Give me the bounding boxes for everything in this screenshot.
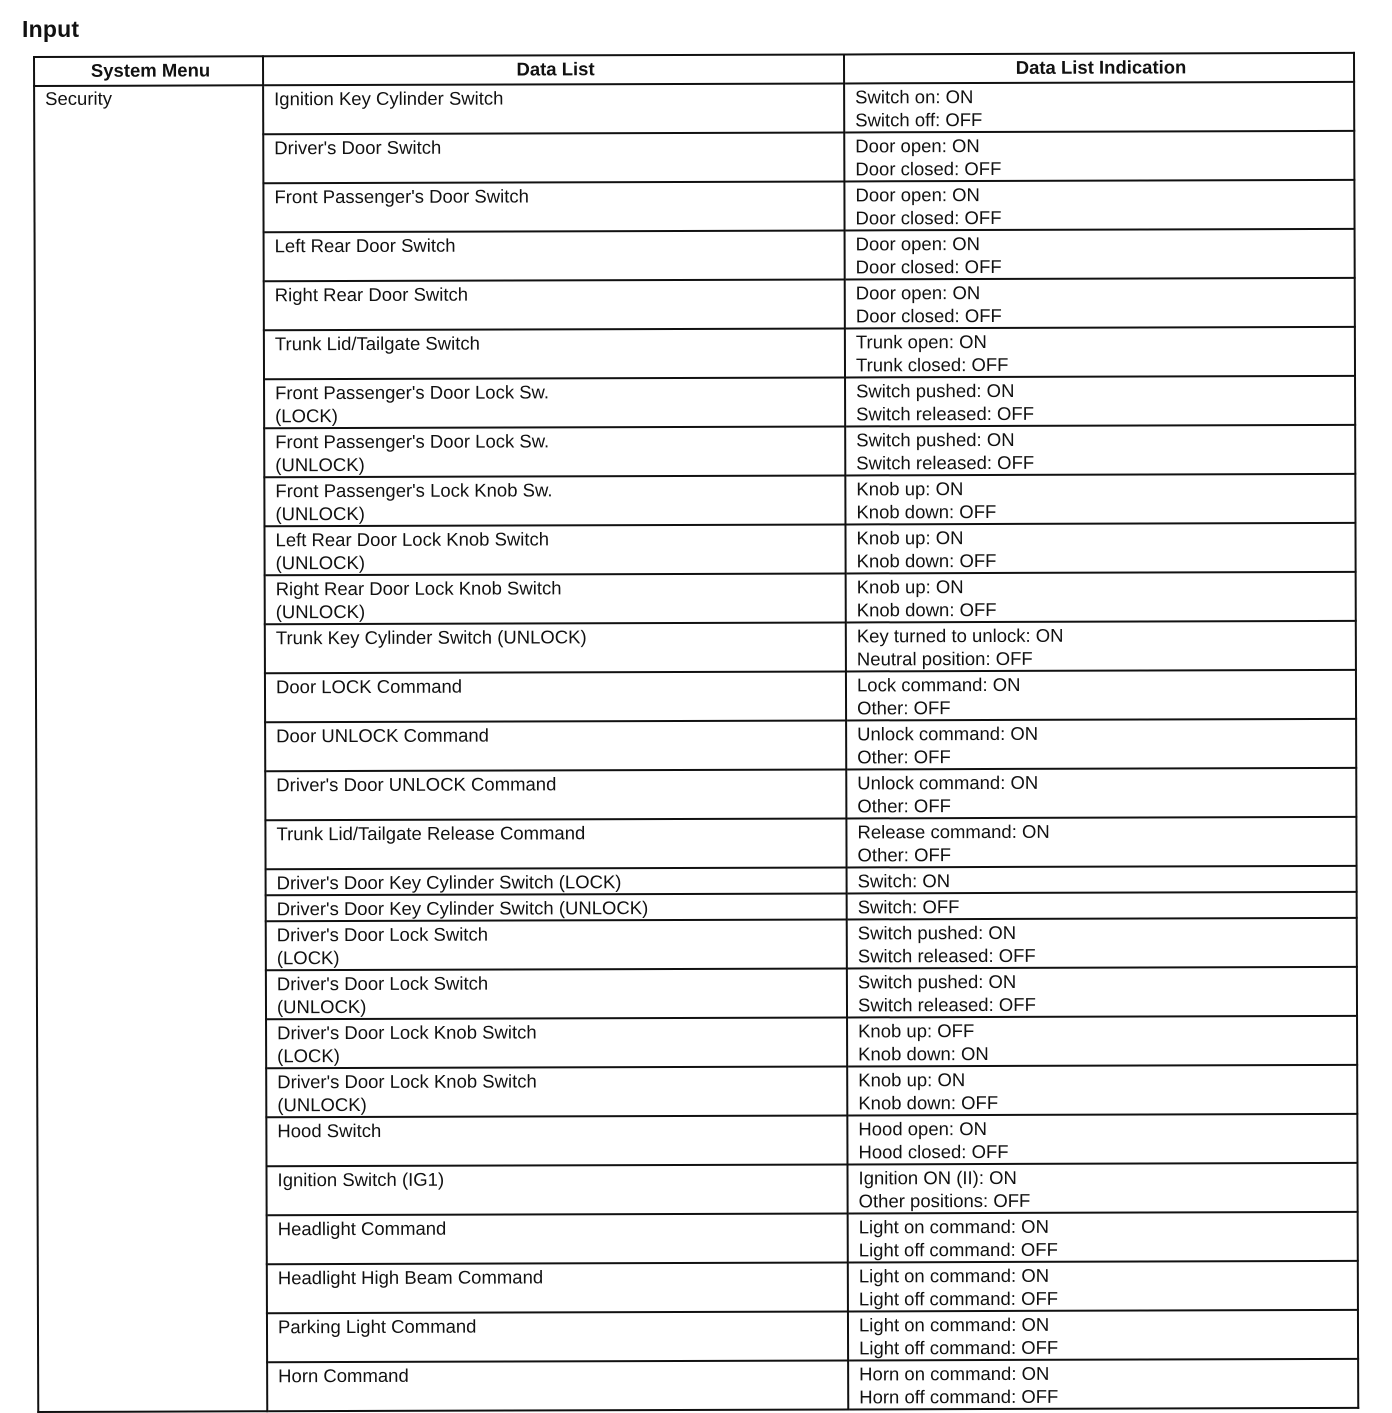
data-list-indication-cell — [847, 967, 1357, 1018]
data-list-item: Door UNLOCK Command — [276, 724, 489, 747]
table-body — [34, 82, 1358, 1412]
data-list-indication-cell — [847, 1163, 1357, 1214]
data-list-item-cell — [264, 328, 845, 379]
data-list-item: Front Passenger's Lock Knob Sw. (UNLOCK) — [275, 479, 553, 525]
data-list-indication-cell — [847, 1114, 1357, 1165]
data-list-item: Hood Switch — [277, 1119, 382, 1142]
data-list-indication: Light on command: ON Light off command: OFF — [858, 1313, 1059, 1359]
data-list-item-cell — [267, 1213, 848, 1264]
data-list-indication-cell — [844, 131, 1354, 182]
data-list-indication: Door open: ON Door closed: OFF — [855, 184, 1002, 229]
data-list-item: Headlight High Beam Command — [277, 1266, 544, 1289]
data-list-indication-cell — [848, 1359, 1358, 1410]
data-list-indication: Unlock command: ON Other: OFF — [857, 771, 1039, 817]
data-list-item: Driver's Door Key Cylinder Switch (UNLOCK) — [276, 897, 649, 920]
data-list-indication: Switch: OFF — [857, 896, 960, 918]
data-list-indication-cell — [845, 229, 1355, 280]
header-row — [34, 53, 1354, 86]
data-list-indication-cell — [845, 278, 1355, 329]
data-list-indication-cell — [846, 621, 1356, 672]
data-list-indication: Door open: ON Door closed: OFF — [855, 135, 1002, 180]
data-list-indication-cell — [848, 1212, 1358, 1263]
data-list-indication: Switch: ON — [857, 870, 951, 892]
data-list-item: Headlight Command — [277, 1217, 447, 1240]
data-list-item-cell — [264, 524, 845, 575]
data-list-item-cell — [266, 1017, 847, 1068]
data-list-indication: Hood open: ON Hood closed: OFF — [858, 1118, 1009, 1163]
table-row — [34, 82, 1354, 135]
data-list-indication: Ignition ON (II): ON Other positions: OFF — [858, 1166, 1031, 1212]
data-list-item-cell — [264, 426, 845, 477]
data-list-item-cell — [266, 919, 847, 970]
system-menu-cell — [34, 85, 267, 1412]
data-list-item-cell — [265, 769, 846, 820]
data-list-item-cell — [267, 1311, 848, 1362]
data-list-indication: Trunk open: ON Trunk closed: OFF — [855, 331, 1009, 376]
data-list-item-cell — [263, 132, 844, 183]
data-list-indication-cell — [846, 719, 1356, 770]
data-list-item-cell — [267, 1360, 848, 1411]
data-list-item-cell — [263, 181, 844, 232]
data-list-item: Driver's Door UNLOCK Command — [276, 773, 557, 796]
data-list-item: Front Passenger's Door Switch — [274, 185, 529, 208]
data-list-indication: Switch pushed: ON Switch released: OFF — [857, 921, 1036, 967]
data-list-item: Front Passenger's Door Lock Sw. (UNLOCK) — [275, 430, 550, 476]
data-list-item: Left Rear Door Lock Knob Switch (UNLOCK) — [275, 528, 550, 574]
data-list-indication: Knob up: OFF Knob down: ON — [858, 1020, 989, 1065]
data-list-indication-cell — [846, 670, 1356, 721]
data-list-indication-cell — [844, 82, 1354, 133]
data-list-item: Driver's Door Switch — [274, 136, 442, 159]
data-list-item: Driver's Door Key Cylinder Switch (LOCK) — [276, 871, 622, 894]
data-list-indication: Knob up: ON Knob down: OFF — [856, 527, 997, 572]
data-list-indication-cell — [847, 918, 1357, 969]
page-title: Input — [22, 16, 80, 42]
data-list-item: Driver's Door Lock Switch (LOCK) — [276, 923, 488, 969]
data-list-indication: Door open: ON Door closed: OFF — [855, 233, 1002, 278]
data-list-indication-cell — [845, 327, 1355, 378]
data-list-indication: Knob up: ON Knob down: OFF — [856, 478, 997, 523]
data-list-item: Trunk Key Cylinder Switch (UNLOCK) — [275, 626, 587, 649]
data-list-indication-cell — [846, 768, 1356, 819]
data-list-item: Ignition Key Cylinder Switch — [274, 87, 504, 110]
data-list-indication-cell — [846, 817, 1356, 868]
data-list-indication: Light on command: ON Light off command: OFF — [858, 1264, 1059, 1310]
data-list-indication-cell — [844, 180, 1354, 231]
data-list-item-cell — [265, 622, 846, 673]
data-list-indication-cell — [846, 572, 1356, 623]
data-list-indication-cell — [845, 474, 1355, 525]
data-list-item-cell — [265, 818, 846, 869]
data-list-indication: Horn on command: ON Horn off command: OFF — [859, 1362, 1059, 1408]
data-list-table-wrapper — [33, 52, 1357, 1413]
data-list-item: Front Passenger's Door Lock Sw. (LOCK) — [275, 381, 550, 427]
data-list-indication: Knob up: ON Knob down: OFF — [858, 1069, 999, 1114]
data-list-item-cell — [265, 720, 846, 771]
data-list-item: Right Rear Door Lock Knob Switch (UNLOCK) — [275, 577, 562, 623]
data-list-indication: Door open: ON Door closed: OFF — [855, 282, 1002, 327]
data-list-item: Parking Light Command — [277, 1315, 477, 1338]
data-list-item-cell — [264, 279, 845, 330]
data-list-item: Ignition Switch (IG1) — [277, 1168, 445, 1191]
data-list-item-cell — [266, 1066, 847, 1117]
data-list-item-cell — [266, 1115, 847, 1166]
data-list-indication-cell — [847, 892, 1357, 920]
data-list-item-cell — [267, 1262, 848, 1313]
data-list-item: Door LOCK Command — [275, 675, 463, 698]
data-list-item: Driver's Door Lock Knob Switch (UNLOCK) — [277, 1070, 537, 1116]
data-list-item-cell — [266, 893, 847, 921]
data-list-item-cell — [263, 83, 844, 134]
data-list-indication: Switch pushed: ON Switch released: OFF — [856, 379, 1035, 425]
data-list-item: Driver's Door Lock Knob Switch (LOCK) — [277, 1021, 537, 1067]
data-list-indication: Knob up: ON Knob down: OFF — [856, 576, 997, 621]
header-data-list-indication: Data List Indication — [844, 53, 1354, 84]
data-list-item: Trunk Lid/Tailgate Switch — [274, 332, 480, 355]
data-list-indication: Unlock command: ON Other: OFF — [857, 722, 1039, 768]
data-list-indication-cell — [848, 1261, 1358, 1312]
data-list-indication-cell — [848, 1310, 1358, 1361]
data-list-item-cell — [266, 1164, 847, 1215]
data-list-indication: Release command: ON Other: OFF — [857, 820, 1050, 866]
data-list-item-cell — [266, 968, 847, 1019]
data-list-item-cell — [264, 230, 845, 281]
data-list-indication-cell — [847, 1065, 1357, 1116]
data-list-item-cell — [264, 475, 845, 526]
data-list-item: Right Rear Door Switch — [274, 283, 469, 306]
data-list-indication: Lock command: ON Other: OFF — [856, 673, 1021, 719]
data-list-indication-cell — [847, 866, 1357, 894]
data-list-item: Horn Command — [278, 1364, 409, 1387]
header-system-menu: System Menu — [34, 56, 263, 86]
data-list-indication: Switch pushed: ON Switch released: OFF — [857, 970, 1036, 1016]
data-list-table — [33, 52, 1359, 1413]
system-menu-value: Security — [45, 87, 112, 109]
data-list-item-cell — [265, 573, 846, 624]
data-list-item: Driver's Door Lock Switch (UNLOCK) — [276, 972, 489, 1018]
data-list-indication: Switch on: ON Switch off: OFF — [855, 86, 983, 131]
data-list-item: Trunk Lid/Tailgate Release Command — [276, 822, 586, 845]
data-list-indication-cell — [845, 523, 1355, 574]
data-list-indication: Light on command: ON Light off command: OFF — [858, 1215, 1058, 1261]
data-list-indication-cell — [847, 1016, 1357, 1067]
data-list-item-cell — [266, 867, 847, 895]
data-list-indication: Key turned to unlock: ON Neutral position: OFF — [856, 624, 1064, 670]
data-list-item: Left Rear Door Switch — [274, 234, 456, 257]
data-list-item-cell — [265, 671, 846, 722]
data-list-item-cell — [264, 377, 845, 428]
data-list-indication-cell — [845, 425, 1355, 476]
data-list-indication-cell — [845, 376, 1355, 427]
data-list-indication: Switch pushed: ON Switch released: OFF — [856, 428, 1035, 474]
header-data-list: Data List — [263, 54, 844, 85]
